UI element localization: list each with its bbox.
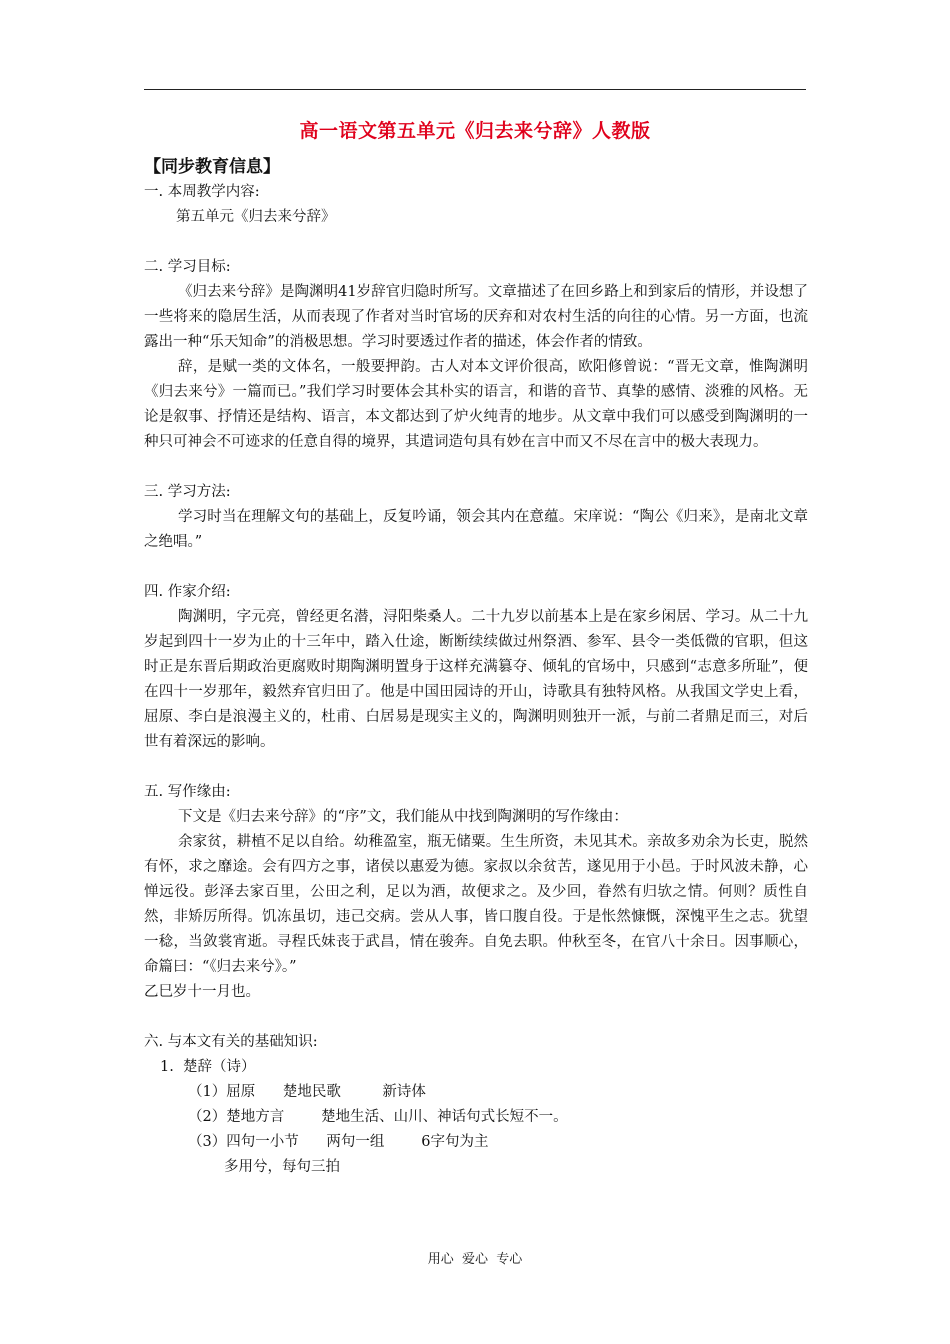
section-6-subitem-3: （3）四句一小节 两句一组 6字句为主: [188, 1134, 489, 1150]
section-2-paragraph-2: 辞，是赋一类的文体名，一般要押韵。古人对本文评价很高，欧阳修曾说：“晋无文章，惟陶渊明《归去来兮》一篇而已。”我们学习时要体会其朴实的语言，和谐的音节、真挚的感情、淡雅的风格。无论是叙事、抒情还是结构、语言，本文都达到了炉火纯青的地步。从文章中我们可以感受到陶渊明的一种只可神会不可迹求的任意自得的境界，其遣词造句具有妙在言中而又不尽在言中的极大表现力。: [144, 359, 808, 450]
section-5-paragraph-3: 乙巳岁十一月也。: [144, 984, 260, 1000]
section-5-paragraph-1: 下文是《归去来兮辞》的“序”文，我们能从中找到陶渊明的写作缘由：: [178, 809, 628, 825]
section-5-heading: 五. 写作缘由:: [144, 784, 231, 800]
section-3-heading: 三. 学习方法:: [144, 484, 231, 500]
section-6-subitem-2: （2）楚地方言 楚地生活、山川、神话句式长短不一。: [188, 1109, 568, 1125]
section-1-heading: 一. 本周教学内容:: [144, 184, 260, 200]
section-2-paragraph-1: 《归去来兮辞》是陶渊明41岁辞官归隐时所写。文章描述了在回乡路上和到家后的情形，并设想了一些将来的隐居生活，从而表现了作者对当时官场的厌弃和对农村生活的向往的心情。另一方面，也流露出一种“乐天知命”的消极思想。学习时要透过作者的描述，体会作者的情致。: [144, 284, 808, 350]
document-title: 高一语文第五单元《归去来兮辞》人教版: [299, 120, 651, 142]
section-6-item-1: 1. 楚辞（诗）: [160, 1059, 256, 1075]
section-2-heading: 二. 学习目标:: [144, 259, 231, 275]
section-1-text: 第五单元《归去来兮辞》: [176, 209, 336, 225]
section-6-subitem-3-continued: 多用兮，每句三拍: [224, 1159, 340, 1175]
top-divider: [144, 89, 806, 90]
section-3-paragraph-1: 学习时当在理解文句的基础上，反复吟诵，领会其内在意蕴。宋庠说：“陶公《归来》，是南北文章之绝唱。”: [144, 509, 808, 550]
section-6-heading: 六. 与本文有关的基础知识:: [144, 1034, 318, 1050]
page-footer: 用心 爱心 专心: [427, 1252, 523, 1267]
section-4-paragraph-1: 陶渊明，字元亮，曾经更名潜，浔阳柴桑人。二十九岁以前基本上是在家乡闲居、学习。从二十九岁起到四十一岁为止的十三年中，踏入仕途，断断续续做过州祭酒、参军、县令一类低微的官职，但这时正是东晋后期政治更腐败时期陶渊明置身于这样充满篡夺、倾轧的官场中，只感到“志意多所耻”，便在四十一岁那年，毅然弃官归田了。他是中国田园诗的开山，诗歌具有独特风格。从我国文学史上看，屈原、李白是浪漫主义的，杜甫、白居易是现实主义的，陶渊明则独开一派，与前二者鼎足而三，对后世有着深远的影响。: [144, 609, 808, 750]
section-header: 【同步教育信息】: [144, 157, 280, 177]
section-5-paragraph-2: 余家贫，耕植不足以自给。幼稚盈室，瓶无储粟。生生所资，未见其术。亲故多劝余为长吏，脱然有怀，求之靡途。会有四方之事，诸侯以惠爱为德。家叔以余贫苦，遂见用于小邑。于时风波未静，心惮远役。彭泽去家百里，公田之利，足以为酒，故便求之。及少回，眷然有归欤之情。何则？质性自然，非矫厉所得。饥冻虽切，违己交病。尝从人事，皆口腹自役。于是怅然慷慨，深愧平生之志。犹望一稔，当敛裳宵逝。寻程氏妹丧于武昌，情在骏奔。自免去职。仲秋至冬，在官八十余日。因事顺心，命篇曰：“《归去来兮》。”: [144, 834, 808, 975]
document-body: [144, 180, 808, 1180]
section-6-subitem-1: （1）屈原 楚地民歌 新诗体: [188, 1084, 426, 1100]
section-4-heading: 四. 作家介绍:: [144, 584, 231, 600]
